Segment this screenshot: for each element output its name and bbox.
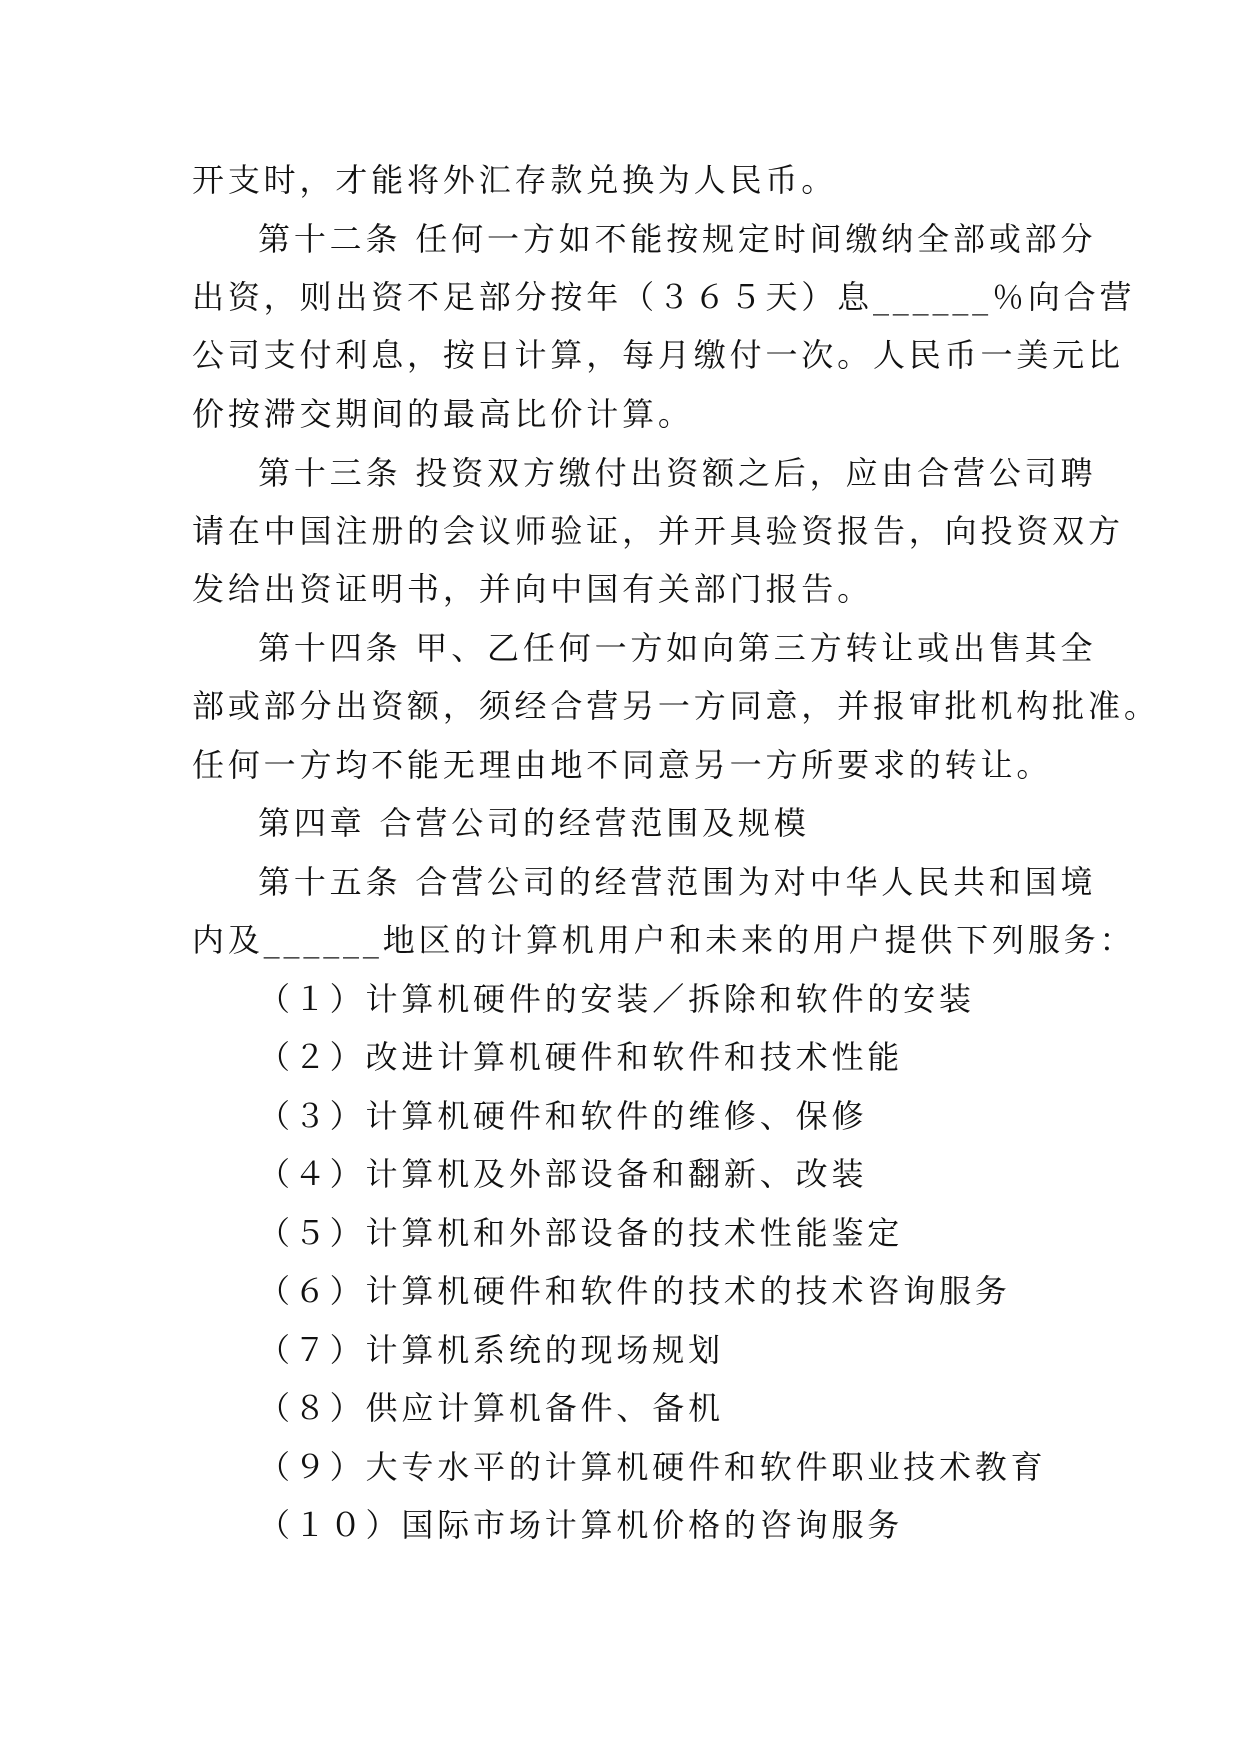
service-list-item: （９）大专水平的计算机硬件和软件职业技术教育 xyxy=(258,1448,1047,1486)
service-list-item: （６）计算机硬件和软件的技术的技术咨询服务 xyxy=(258,1272,1011,1310)
service-list-item: （２）改进计算机硬件和软件和技术性能 xyxy=(258,1038,904,1076)
service-list-item: （８）供应计算机备件、备机 xyxy=(258,1389,724,1427)
text-line: 开支时，才能将外汇存款兑换为人民币。 xyxy=(192,161,838,199)
article-14-heading-line: 第十四条 甲、乙任何一方如向第三方转让或出售其全 xyxy=(258,629,1097,667)
text-line: 出资，则出资不足部分按年（３６５天）息______％向合营 xyxy=(192,278,1136,316)
text-line: 内及______地区的计算机用户和未来的用户提供下列服务： xyxy=(192,921,1136,959)
service-list-item: （３）计算机硬件和软件的维修、保修 xyxy=(258,1097,868,1135)
text-line: 发给出资证明书，并向中国有关部门报告。 xyxy=(192,570,873,608)
article-13-heading-line: 第十三条 投资双方缴付出资额之后，应由合营公司聘 xyxy=(258,454,1097,492)
article-15-heading-line: 第十五条 合营公司的经营范围为对中华人民共和国境 xyxy=(258,863,1097,901)
text-line: 公司支付利息，按日计算，每月缴付一次。人民币一美元比 xyxy=(192,336,1124,374)
service-list-item: （５）计算机和外部设备的技术性能鉴定 xyxy=(258,1214,904,1252)
chapter-4-heading: 第四章 合营公司的经营范围及规模 xyxy=(258,804,810,842)
text-line: 部或部分出资额，须经合营另一方同意，并报审批机构批准。 xyxy=(192,687,1160,725)
service-list-item: （１０）国际市场计算机价格的咨询服务 xyxy=(258,1506,904,1544)
text-line: 价按滞交期间的最高比价计算。 xyxy=(192,395,694,433)
text-line: 任何一方均不能无理由地不同意另一方所要求的转让。 xyxy=(192,746,1053,784)
service-list-item: （７）计算机系统的现场规划 xyxy=(258,1331,724,1369)
service-list-item: （１）计算机硬件的安装／拆除和软件的安装 xyxy=(258,980,975,1018)
article-12-heading-line: 第十二条 任何一方如不能按规定时间缴纳全部或部分 xyxy=(258,220,1097,258)
text-line: 请在中国注册的会议师验证，并开具验资报告，向投资双方 xyxy=(192,512,1124,550)
service-list-item: （４）计算机及外部设备和翻新、改装 xyxy=(258,1155,868,1193)
